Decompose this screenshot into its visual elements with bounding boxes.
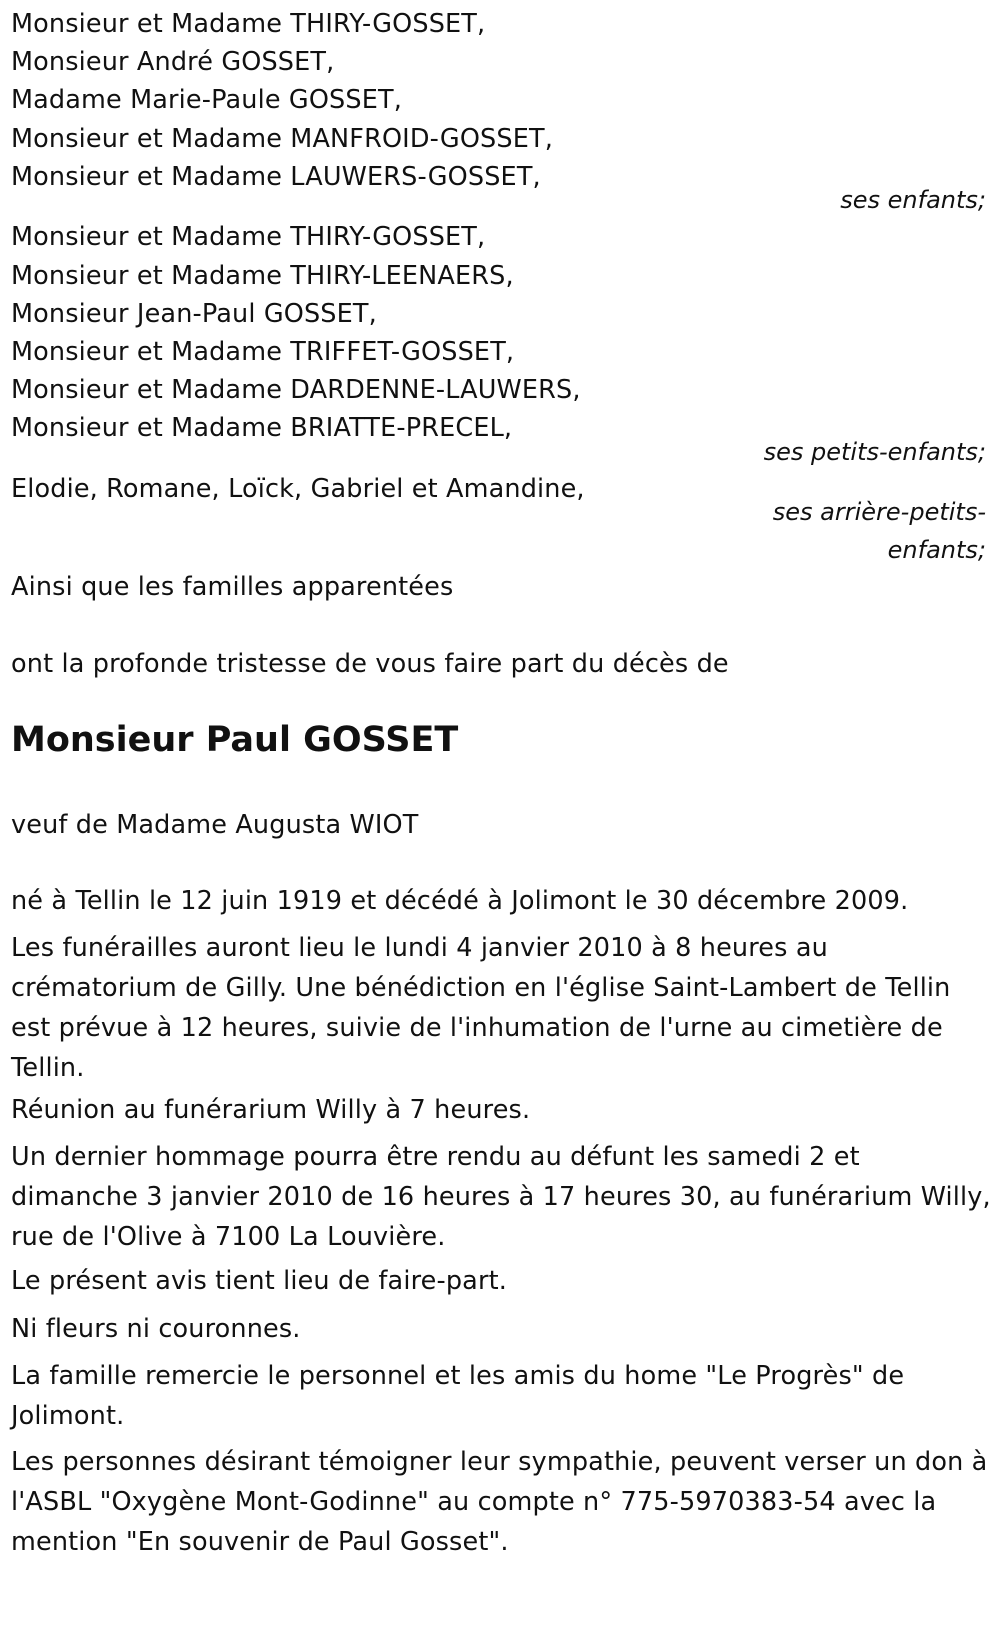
child-line: Monsieur André GOSSET, [11,47,335,77]
notice-line: Le présent avis tient lieu de faire-part. [11,1266,507,1296]
homage-text: Un dernier hommage pourra être rendu au défunt les samedi 2 et dimanche 3 janvier 2010 de 16 heures à 17 heures 30, au funérarium Willy, rue de l'Olive à 7100 La Louvière. [11,1142,991,1252]
donation-text: Les personnes désirant témoigner leur sympathie, peuvent verser un don à l'ASBL "Oxygène Mont-Godinne" au compte n° 775-5970383-54 avec la mention "En souvenir de Paul Gosset". [11,1447,988,1557]
birth-death-line: né à Tellin le 12 juin 1919 et décédé à Jolimont le 30 décembre 2009. [11,886,909,916]
child-line: Monsieur et Madame MANFROID-GOSSET, [11,124,553,154]
grandchild-line: Monsieur et Madame THIRY-GOSSET, [11,222,486,252]
thanks-text: La famille remercie le personnel et les amis du home "Le Progrès" de Jolimont. [11,1361,905,1431]
great-grandchildren-label: ses arrière-petits- [772,498,986,526]
great-grandchildren-line: Elodie, Romane, Loïck, Gabriel et Amandine, [11,474,585,504]
child-line: Monsieur et Madame LAUWERS-GOSSET, [11,162,541,192]
families-line: Ainsi que les familles apparentées [11,572,454,602]
grandchildren-label: ses petits-enfants; [763,438,986,466]
no-flowers-line: Ni fleurs ni couronnes. [11,1314,301,1344]
announcement-line: ont la profonde tristesse de vous faire part du décès de [11,649,729,679]
child-line: Monsieur et Madame THIRY-GOSSET, [11,9,486,39]
grandchild-line: Monsieur et Madame DARDENNE-LAUWERS, [11,375,581,405]
funeral-paragraph [11,928,991,1088]
funeral-text: Les funérailles auront lieu le lundi 4 janvier 2010 à 8 heures au crématorium de Gilly. Une bénédiction en l'église Saint-Lambert de Tellin est prévue à 12 heures, suivie de l'inhumation de l'urne au cimetière de Tellin. [11,933,951,1083]
deceased-name: Monsieur Paul GOSSET [11,720,459,760]
donation-paragraph [11,1442,991,1562]
homage-paragraph [11,1137,991,1257]
grandchild-line: Monsieur et Madame BRIATTE-PRECEL, [11,413,513,443]
grandchild-line: Monsieur et Madame TRIFFET-GOSSET, [11,337,515,367]
meeting-line: Réunion au funérarium Willy à 7 heures. [11,1095,531,1125]
great-grandchildren-label-cont: enfants; [887,536,986,564]
children-label: ses enfants; [840,186,986,214]
grandchild-line: Monsieur Jean-Paul GOSSET, [11,299,377,329]
widower-line: veuf de Madame Augusta WIOT [11,810,419,840]
child-line: Madame Marie-Paule GOSSET, [11,85,402,115]
thanks-paragraph [11,1356,991,1436]
grandchild-line: Monsieur et Madame THIRY-LEENAERS, [11,261,514,291]
